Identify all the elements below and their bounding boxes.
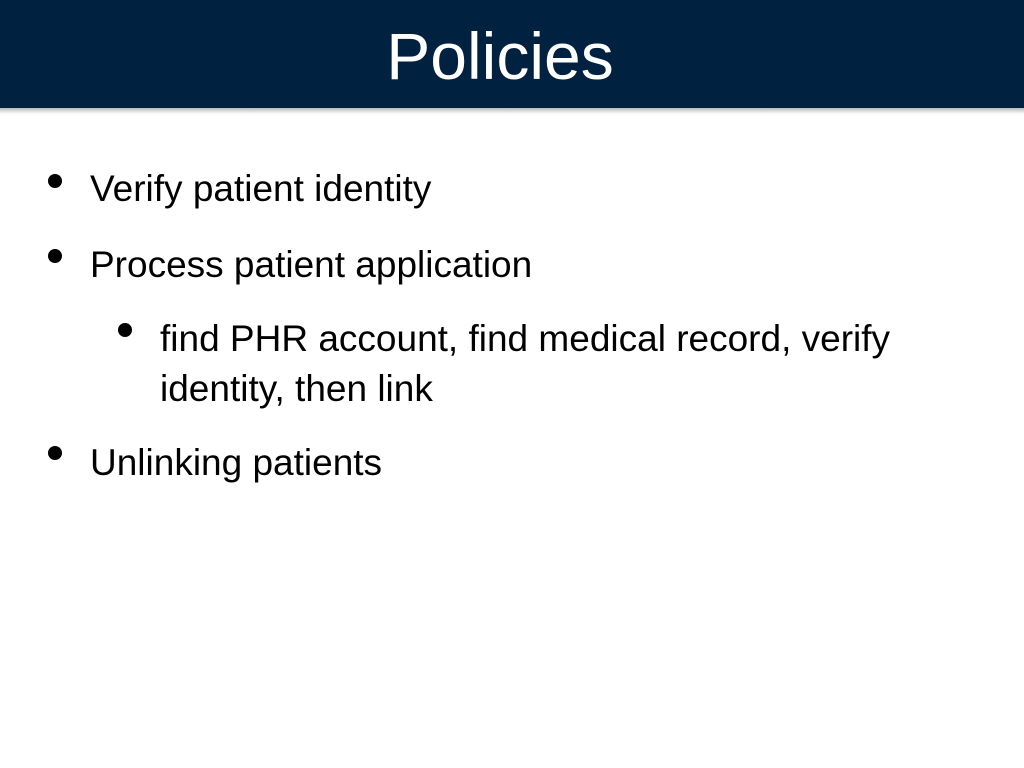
bullet-item: Process patient application (90, 244, 533, 285)
slide-title: Policies (386, 19, 614, 93)
bullet-dot (48, 446, 62, 460)
bullet-dot (48, 174, 62, 188)
bullet-item: Unlinking patients (90, 442, 383, 483)
sub-bullet-item: find PHR account, find medical record, verify identity, then link (160, 318, 891, 409)
bullet-dot (48, 249, 62, 263)
sub-bullet-dot (118, 323, 132, 337)
bullet-item: Verify patient identity (90, 168, 432, 209)
